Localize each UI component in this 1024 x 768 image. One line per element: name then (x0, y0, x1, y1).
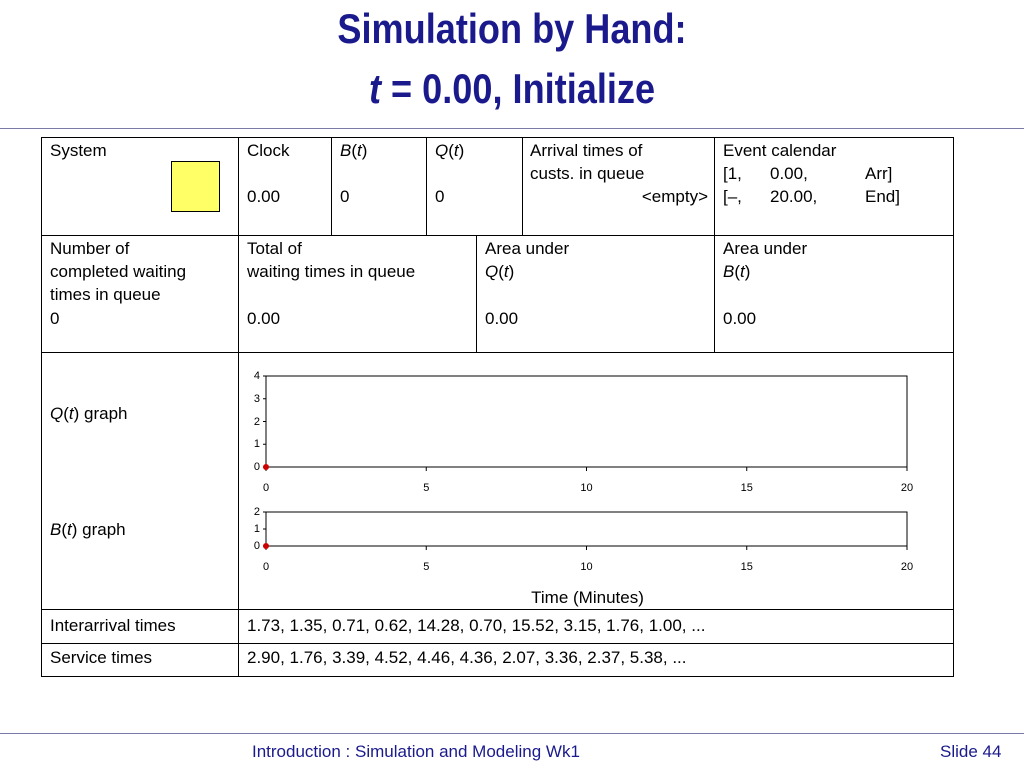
b-label-var: B (340, 141, 352, 160)
q-label-var: Q (435, 141, 449, 160)
q-label: Q(t) (435, 141, 465, 160)
event1-time: 0.00, (770, 164, 808, 183)
completed-label-line3: times in queue (50, 285, 161, 304)
q-graph-y-tick-label: 4 (253, 370, 260, 382)
area-b-var: B (723, 262, 735, 281)
completed-value: 0 (50, 309, 60, 328)
area-q-label-line1: Area under (485, 239, 570, 258)
area-b-value: 0.00 (723, 309, 757, 328)
area-b-arg: t (740, 262, 745, 281)
b-value: 0 (340, 187, 350, 206)
area-q-label-line2: Q(t) (485, 262, 515, 281)
q-graph-label: Q(t) graph (50, 404, 128, 423)
b-graph-data-point (263, 543, 269, 549)
x-axis-title: Time (Minutes) (531, 588, 644, 607)
arrival-label-line2: custs. in queue (530, 164, 645, 183)
b-graph-x-tick-label: 0 (262, 561, 270, 573)
b-graph-y-tick-label: 1 (253, 523, 260, 535)
event2-id: [–, (723, 187, 742, 206)
arrival-label-line1: Arrival times of (530, 141, 643, 160)
footer-course: Introduction : Simulation and Modeling Wk1 (252, 742, 580, 761)
area-b-label-line1: Area under (723, 239, 808, 258)
title-time-variable: t (368, 65, 381, 112)
event2-time: 20.00, (770, 187, 818, 206)
q-graph-x-tick-label: 0 (262, 482, 270, 494)
interarrival-values: 1.73, 1.35, 0.71, 0.62, 14.28, 0.70, 15.52, 3.15, 1.76, 1.00, ... (247, 616, 706, 635)
b-graph-x-tick-label: 15 (740, 561, 753, 573)
service-label: Service times (50, 648, 153, 667)
total-wait-value: 0.00 (247, 309, 281, 328)
q-graph-label-rest: graph (79, 404, 128, 423)
event-calendar-label: Event calendar (723, 141, 837, 160)
q-graph-y-tick-label: 2 (253, 415, 260, 428)
q-graph-data-point (263, 464, 269, 470)
q-graph-x-tick-label: 10 (580, 482, 593, 494)
q-label-arg: t (453, 141, 459, 160)
total-wait-label-line2: waiting times in queue (247, 262, 416, 281)
q-graph-x-tick-label: 15 (740, 482, 753, 494)
q-value: 0 (435, 187, 445, 206)
q-graph-x-tick-label: 5 (423, 482, 430, 494)
footer-divider (0, 733, 1024, 734)
event1-id: [1, (723, 164, 742, 183)
b-graph-label-arg: t (67, 520, 72, 539)
b-label: B(t) (340, 141, 368, 160)
b-label-arg: t (357, 141, 362, 160)
b-graph-label-rest: graph (77, 520, 126, 539)
area-q-var: Q (485, 262, 499, 281)
clock-value: 0.00 (247, 187, 281, 206)
event1-type: Arr] (865, 164, 893, 183)
q-graph-y-tick-label: 3 (253, 392, 260, 405)
area-b-label-line2: B(t) (723, 262, 751, 281)
b-graph-y-tick-label: 2 (253, 506, 260, 518)
b-graph-label: B(t) graph (50, 520, 126, 539)
clock-label: Clock (247, 141, 290, 160)
system-label: System (50, 141, 107, 160)
area-q-value: 0.00 (485, 309, 519, 328)
b-graph-x-tick-label: 5 (423, 561, 430, 573)
completed-label-line2: completed waiting (50, 262, 187, 281)
service-values: 2.90, 1.76, 3.39, 4.52, 4.46, 4.36, 2.07, 3.36, 2.37, 5.38, ... (247, 648, 687, 667)
b-graph-x-tick-label: 10 (580, 561, 593, 573)
interarrival-label: Interarrival times (50, 616, 176, 635)
completed-label-line1: Number of (50, 239, 130, 258)
b-graph-plot-area (266, 512, 907, 546)
slide-title-line1: Simulation by Hand: (337, 5, 687, 52)
q-graph-y-tick-label: 0 (253, 461, 260, 473)
total-wait-label-line1: Total of (247, 239, 302, 258)
title-time-value: = 0.00, Initialize (380, 65, 656, 112)
footer-slide-number: Slide 44 (940, 742, 1002, 761)
area-q-arg: t (503, 262, 509, 281)
event2-type: End] (865, 187, 900, 206)
b-graph-y-tick-label: 0 (253, 540, 260, 552)
q-graph-plot-area (266, 376, 907, 467)
q-graph-y-tick-label: 1 (253, 438, 260, 451)
q-graph-label-var: Q (50, 404, 64, 423)
q-graph-label-arg: t (68, 404, 74, 423)
b-graph-x-tick-label: 20 (900, 561, 914, 573)
q-graph-x-tick-label: 20 (900, 482, 914, 494)
b-graph-label-var: B (50, 520, 62, 539)
arrival-value: <empty> (641, 187, 708, 206)
